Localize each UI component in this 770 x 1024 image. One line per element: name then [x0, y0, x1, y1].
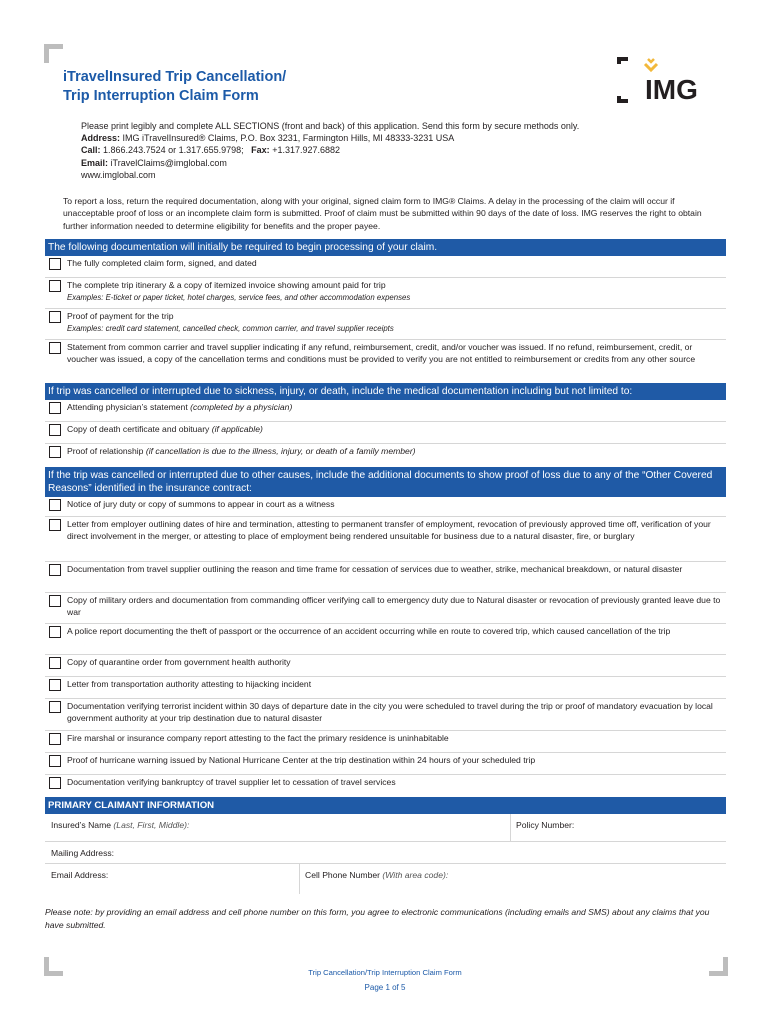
section-heading-medical-docs: If trip was cancelled or interrupted due to sickness, injury, or death, include the medical documentation including but not limited to:: [45, 383, 726, 400]
checkbox[interactable]: [49, 280, 61, 292]
mailing-address-row: [45, 842, 726, 864]
checkbox[interactable]: [49, 446, 61, 458]
checklist-item[interactable]: Proof of payment for the trip Examples: credit card statement, cancelled check, common carrier, and travel supplier receipts: [45, 309, 726, 340]
title-line-1: iTravelInsured Trip Cancellation/: [63, 69, 287, 85]
footer-form-name: Trip Cancellation/Trip Interruption Claim Form: [308, 968, 462, 977]
checkbox[interactable]: [49, 402, 61, 414]
checkbox[interactable]: [49, 564, 61, 576]
checklist-item[interactable]: Proof of hurricane warning issued by National Hurricane Center at the trip destination within 24 hours of your scheduled trip: [45, 753, 726, 775]
checklist-item[interactable]: Notice of jury duty or copy of summons to appear in court as a witness: [45, 497, 726, 517]
intro-address: Address: IMG iTravelInsured® Claims, P.O. Box 3231, Farmington Hills, MI 48333-3231 USA: [81, 133, 455, 144]
checkbox[interactable]: [49, 258, 61, 270]
checkbox[interactable]: [49, 595, 61, 607]
checklist-item[interactable]: Documentation verifying terrorist incident within 30 days of departure date in the city you were scheduled to travel during the trip or proof of mandatory evacuation by local government authority at your trip destination due to natural disaster: [45, 699, 726, 731]
checkbox[interactable]: [49, 701, 61, 713]
checklist-item[interactable]: Proof of relationship (if cancellation is due to the illness, injury, or death of a family member): [45, 444, 726, 467]
insured-name-field[interactable]: Insured’s Name (Last, First, Middle):: [51, 820, 190, 830]
checkbox[interactable]: [49, 342, 61, 354]
checklist-item[interactable]: Letter from transportation authority attesting to hijacking incident: [45, 677, 726, 699]
checklist-item[interactable]: Fire marshal or insurance company report attesting to the fact the primary residence is uninhabitable: [45, 731, 726, 753]
checklist-item[interactable]: Copy of death certificate and obituary (if applicable): [45, 422, 726, 444]
checklist-item[interactable]: A police report documenting the theft of passport or the occurrence of an accident occurring while en route to covered trip, which caused cancellation of the trip: [45, 624, 726, 655]
mailing-address-field[interactable]: Mailing Address:: [51, 848, 115, 858]
checklist-item[interactable]: Letter from employer outlining dates of hire and termination, attesting to permanent transfer of employment, revocation of previously approved time off, verification of your direct involvement in the merger, or attesting to place of employment being rendered unsuitable for business due to a natural disaster, fire, or burglary: [45, 517, 726, 562]
title-line-2: Trip Interruption Claim Form: [63, 88, 259, 104]
policy-number-field[interactable]: Policy Number:: [516, 820, 575, 830]
checkbox[interactable]: [49, 657, 61, 669]
intro-instructions: Please print legibly and complete ALL SECTIONS (front and back) of this application. Send this form by secure methods only.: [81, 121, 580, 131]
checklist-item[interactable]: Copy of quarantine order from government health authority: [45, 655, 726, 677]
intro-contact: Call: 1.866.243.7524 or 1.317.655.9798; Fax: +1.317.927.6882: [81, 145, 341, 156]
checkbox[interactable]: [49, 777, 61, 789]
checklist-item[interactable]: Attending physician’s statement (completed by a physician): [45, 400, 726, 422]
checkbox[interactable]: [49, 519, 61, 531]
logo-text: IMG: [645, 74, 698, 103]
crop-mark-top-left: [44, 44, 63, 63]
checkbox[interactable]: [49, 499, 61, 511]
checklist-item[interactable]: The fully completed claim form, signed, and dated: [45, 256, 726, 278]
checklist-item[interactable]: Documentation verifying bankruptcy of travel supplier let to cessation of travel services: [45, 775, 726, 797]
field-divider: [299, 864, 300, 894]
img-logo: [617, 57, 727, 103]
section-heading-initial-docs: The following documentation will initially be required to begin processing of your claim.: [45, 239, 726, 256]
email-address-field[interactable]: Email Address:: [51, 870, 109, 880]
page-title: [63, 68, 286, 106]
section-heading-other-causes: If the trip was cancelled or interrupted due to other causes, include the additional documents to show proof of loss due to any of the “Other Covered Reasons” identified in the insurance contract:: [45, 467, 726, 497]
electronic-communications-note: Please note: by providing an email address and cell phone number on this form, you agree to electronic communications (including emails and SMS) about any claims that you have submitted.: [45, 907, 710, 930]
intro-website: www.imglobal.com: [81, 169, 156, 180]
section-heading-claimant: PRIMARY CLAIMANT INFORMATION: [45, 797, 726, 814]
intro-block: [81, 120, 579, 181]
intro-email: Email: iTravelClaims@imglobal.com: [81, 157, 227, 168]
checklist-item[interactable]: Copy of military orders and documentation from commanding officer verifying call to emergency duty due to Natural disaster or revocation of previously granted leave due to war: [45, 593, 726, 624]
cell-phone-field[interactable]: Cell Phone Number (With area code):: [305, 870, 449, 880]
checklist-item[interactable]: The complete trip itinerary & a copy of itemized invoice showing amount paid for trip Examples: E-ticket or paper ticket, hotel charges, service fees, and other accommodation expenses: [45, 278, 726, 309]
field-divider: [510, 814, 511, 841]
footer-page-number: Page 1 of 5: [364, 983, 406, 992]
checklist-item[interactable]: Documentation from travel supplier outlining the reason and time frame for cessation of services due to weather, strike, mechanical breakdown, or natural disaster: [45, 562, 726, 593]
claimant-name-row: [45, 814, 726, 842]
checkbox[interactable]: [49, 755, 61, 767]
contact-row: [45, 864, 726, 894]
checkbox[interactable]: [49, 424, 61, 436]
checkbox[interactable]: [49, 733, 61, 745]
checkbox[interactable]: [49, 311, 61, 323]
checkbox[interactable]: [49, 626, 61, 638]
checklist-item[interactable]: Statement from common carrier and travel supplier indicating if any refund, reimbursement, credit, and/or voucher was issued. If no refund, reimbursement, credit, or voucher was issued, a copy of the cancellation terms and conditions must be provided to verify you are not entitled to reimbursement or credits from any other source: [45, 340, 726, 383]
report-instructions: To report a loss, return the required documentation, along with your original, signed claim form to IMG® Claims. A delay in the processing of the claim will occur if unacceptable proof of loss or an incomplete claim form is submitted. Proof of claim must be submitted within 90 days of the date of loss. IMG reserves the right to obtain further information needed to determine eligibility for benefits and the proper payee.: [63, 196, 702, 231]
checkbox[interactable]: [49, 679, 61, 691]
